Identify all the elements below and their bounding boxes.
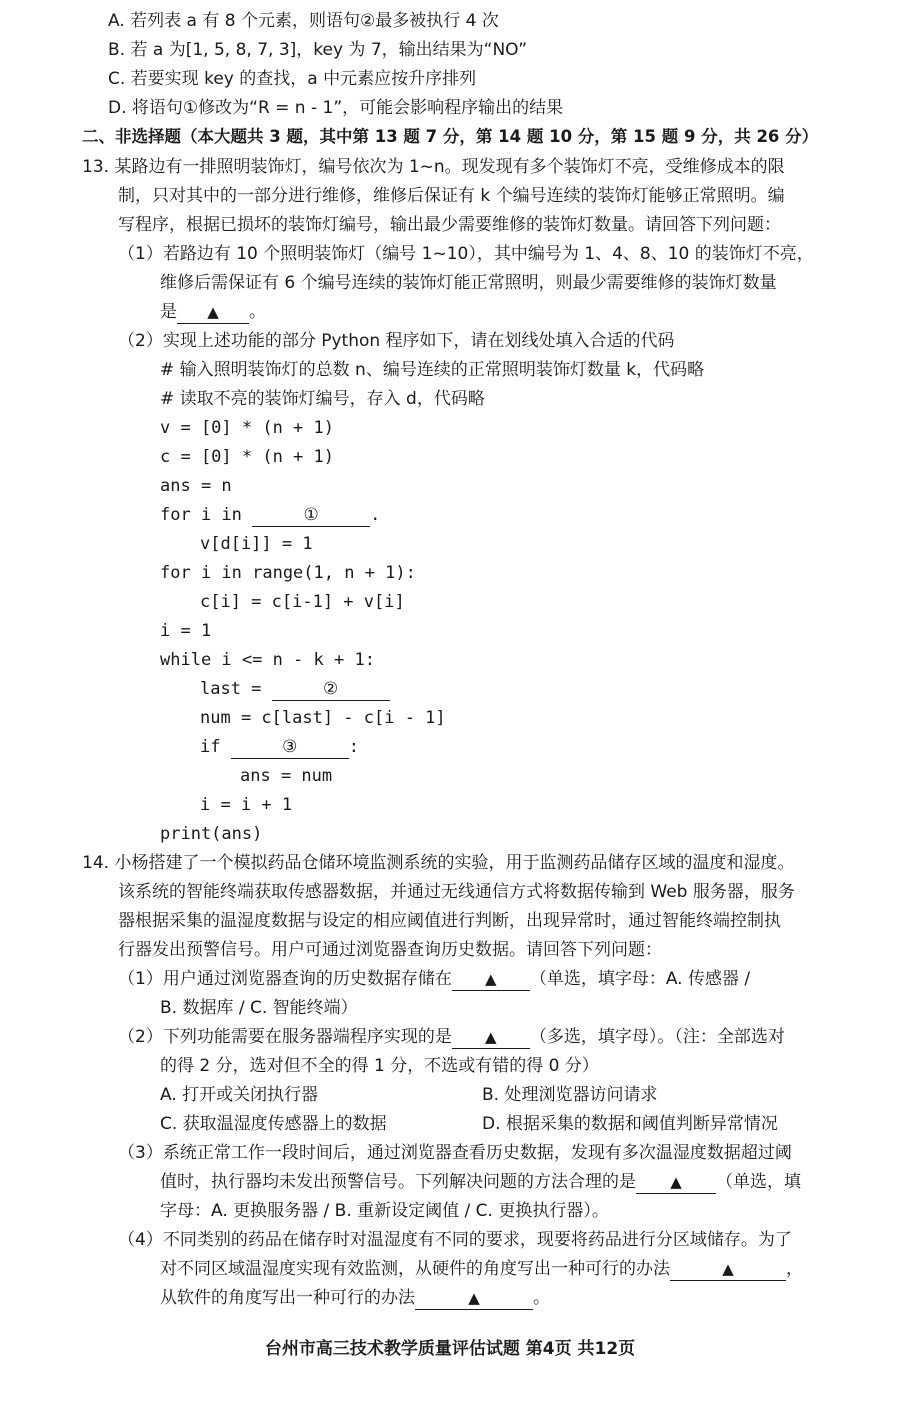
code-line-num: num = c[last] - c[i - 1] — [200, 708, 446, 728]
q14-part4-hardware-suffix: ， — [786, 1259, 803, 1279]
blank-mark-1: ① — [303, 505, 319, 525]
code-line-c-init: c = [0] * (n + 1) — [160, 447, 334, 467]
code-line-print: print(ans) — [160, 824, 263, 844]
q14-part4-software-suffix: 。 — [533, 1288, 550, 1308]
q14-part4-line-3 — [160, 1285, 550, 1311]
code-line-v-set: v[d[i]] = 1 — [200, 534, 313, 554]
code-if-colon: : — [348, 737, 359, 757]
q12-option-d: D. 将语句①修改为“R = n - 1”，可能会影响程序输出的结果 — [108, 98, 564, 118]
q14-part2-suffix: （多选，填字母）。（注：全部选对 — [529, 1027, 785, 1047]
q14-part2-option-c: C. 获取温湿度传感器上的数据 — [160, 1114, 387, 1134]
code-last-prefix: last = — [200, 679, 262, 699]
code-line-last — [200, 676, 390, 702]
code-line-prefix-sum: c[i] = c[i-1] + v[i] — [200, 592, 405, 612]
q13-part1-suffix: 。 — [249, 302, 266, 322]
answer-triangle-icon: ▲ — [485, 1028, 497, 1046]
q14-part1-line-1 — [118, 966, 750, 992]
q14-part2-option-d: D. 根据采集的数据和阈值判断异常情况 — [482, 1114, 778, 1134]
answer-triangle-icon: ▲ — [722, 1260, 734, 1278]
code-blank-1[interactable] — [252, 504, 370, 527]
section-heading: 二、非选择题（本大题共 3 题，其中第 13 题 7 分，第 14 题 10 分，第 15 题 9 分，共 26 分） — [82, 127, 819, 146]
q14-part1-answer-blank[interactable] — [452, 968, 530, 991]
q14-part4-software-prefix: 从软件的角度写出一种可行的办法 — [160, 1288, 415, 1308]
q13-stem-line-3: 写程序，根据已损坏的装饰灯编号，输出最少需要维修的装饰灯数量。请回答下列问题： — [118, 215, 781, 235]
code-line-for-d — [160, 502, 380, 528]
q13-part1-prefix: 是 — [160, 302, 177, 322]
q14-part4-line-1: （4）不同类别的药品在储存时对温湿度有不同的要求，现要将药品进行分区域储存。为了 — [118, 1230, 792, 1250]
q14-stem-line-1: 14. 小杨搭建了一个模拟药品仓储环境监测系统的实验，用于监测药品储存区域的温度和湿度。 — [82, 853, 795, 873]
q14-part2-line-1 — [118, 1024, 785, 1050]
blank-mark-2: ② — [323, 679, 339, 699]
code-line-v-init: v = [0] * (n + 1) — [160, 418, 334, 438]
code-for-end: . — [370, 505, 381, 525]
page-footer: 台州市高三技术教学质量评估试题 第4页 共12页 — [264, 1339, 636, 1359]
code-line-i-inc: i = i + 1 — [200, 795, 293, 815]
q14-part2-option-b: B. 处理浏览器访问请求 — [482, 1085, 658, 1105]
q14-stem-line-2: 该系统的智能终端获取传感器数据，并通过无线通信方式将数据传输到 Web 服务器，服务 — [118, 882, 795, 902]
q14-part4-software-blank[interactable] — [415, 1287, 533, 1310]
code-if-keyword: if — [200, 737, 221, 757]
code-line-ans-init: ans = n — [160, 476, 232, 496]
q14-stem-line-4: 行器发出预警信号。用户可通过浏览器查询历史数据。请回答下列问题： — [118, 940, 662, 960]
q14-part3-suffix: （单选，填 — [716, 1172, 801, 1192]
q14-part2-answer-blank[interactable] — [452, 1026, 530, 1049]
q13-part1-answer-blank[interactable] — [177, 301, 249, 324]
q12-option-a: A. 若列表 a 有 8 个元素，则语句②最多被执行 4 次 — [108, 11, 499, 31]
q12-option-c: C. 若要实现 key 的查找，a 中元素应按升序排列 — [108, 69, 477, 89]
q14-part1-prefix: （1）用户通过浏览器查询的历史数据存储在 — [118, 969, 452, 989]
code-line-for-range: for i in range(1, n + 1): — [160, 563, 416, 583]
q14-part4-line-2 — [160, 1256, 803, 1282]
q14-part3-line-3: 字母：A. 更换服务器 / B. 重新设定阈值 / C. 更换执行器）。 — [160, 1201, 609, 1221]
q14-part2-line-2: 的得 2 分，选对但不全的得 1 分，不选或有错的得 0 分） — [160, 1056, 599, 1076]
q13-part1-line-2: 维修后需保证有 6 个编号连续的装饰灯能正常照明，则最少需要维修的装饰灯数量 — [160, 273, 777, 293]
code-for-keyword: for i in — [160, 505, 242, 525]
q14-part4-hardware-blank[interactable] — [670, 1258, 786, 1281]
code-line-i-init: i = 1 — [160, 621, 212, 641]
blank-mark-3: ③ — [282, 737, 298, 757]
code-line-if — [200, 734, 359, 760]
code-comment-1: # 输入照明装饰灯的总数 n、编号连续的正常照明装饰灯数量 k，代码略 — [160, 360, 705, 380]
answer-triangle-icon: ▲ — [485, 970, 497, 988]
q14-part3-answer-blank[interactable] — [636, 1171, 716, 1194]
code-line-while: while i <= n - k + 1: — [160, 650, 375, 670]
code-line-ans-update: ans = num — [240, 766, 333, 786]
q13-part2-text: （2）实现上述功能的部分 Python 程序如下，请在划线处填入合适的代码 — [118, 331, 675, 351]
q13-stem-line-2: 制，只对其中的一部分进行维修，维修后保证有 k 个编号连续的装饰灯能够正常照明。编 — [118, 186, 785, 206]
q14-part1-suffix: （单选，填字母：A. 传感器 / — [529, 969, 751, 989]
q14-part3-line-1: （3）系统正常工作一段时间后，通过浏览器查看历史数据，发现有多次温湿度数据超过阈 — [118, 1143, 792, 1163]
code-blank-3[interactable] — [231, 736, 349, 759]
q14-part2-option-a: A. 打开或关闭执行器 — [160, 1085, 319, 1105]
code-comment-2: # 读取不亮的装饰灯编号，存入 d，代码略 — [160, 389, 485, 409]
q12-option-b: B. 若 a 为[1, 5, 8, 7, 3]，key 为 7，输出结果为“NO” — [108, 40, 528, 60]
q13-stem-line-1: 13. 某路边有一排照明装饰灯，编号依次为 1~n。现发现有多个装饰灯不亮，受维修成本的限 — [82, 157, 785, 177]
q14-stem-line-3: 器根据采集的温湿度数据与设定的相应阈值进行判断，出现异常时，通过智能终端控制执 — [118, 911, 781, 931]
q13-part1-line-3 — [160, 299, 266, 325]
q13-part1-line-1: （1）若路边有 10 个照明装饰灯（编号 1~10），其中编号为 1、4、8、10 的装饰灯不亮， — [118, 244, 814, 264]
answer-triangle-icon: ▲ — [468, 1289, 480, 1307]
q14-part2-prefix: （2）下列功能需要在服务器端程序实现的是 — [118, 1027, 452, 1047]
q14-part3-prefix: 值时，执行器均未发出预警信号。下列解决问题的方法合理的是 — [160, 1172, 636, 1192]
q14-part3-line-2 — [160, 1169, 801, 1195]
q14-part4-hardware-prefix: 对不同区域温湿度实现有效监测，从硬件的角度写出一种可行的办法 — [160, 1259, 670, 1279]
q14-part1-line-2: B. 数据库 / C. 智能终端） — [160, 998, 358, 1018]
answer-triangle-icon: ▲ — [207, 303, 219, 321]
answer-triangle-icon: ▲ — [670, 1173, 682, 1191]
code-blank-2[interactable] — [272, 678, 390, 701]
